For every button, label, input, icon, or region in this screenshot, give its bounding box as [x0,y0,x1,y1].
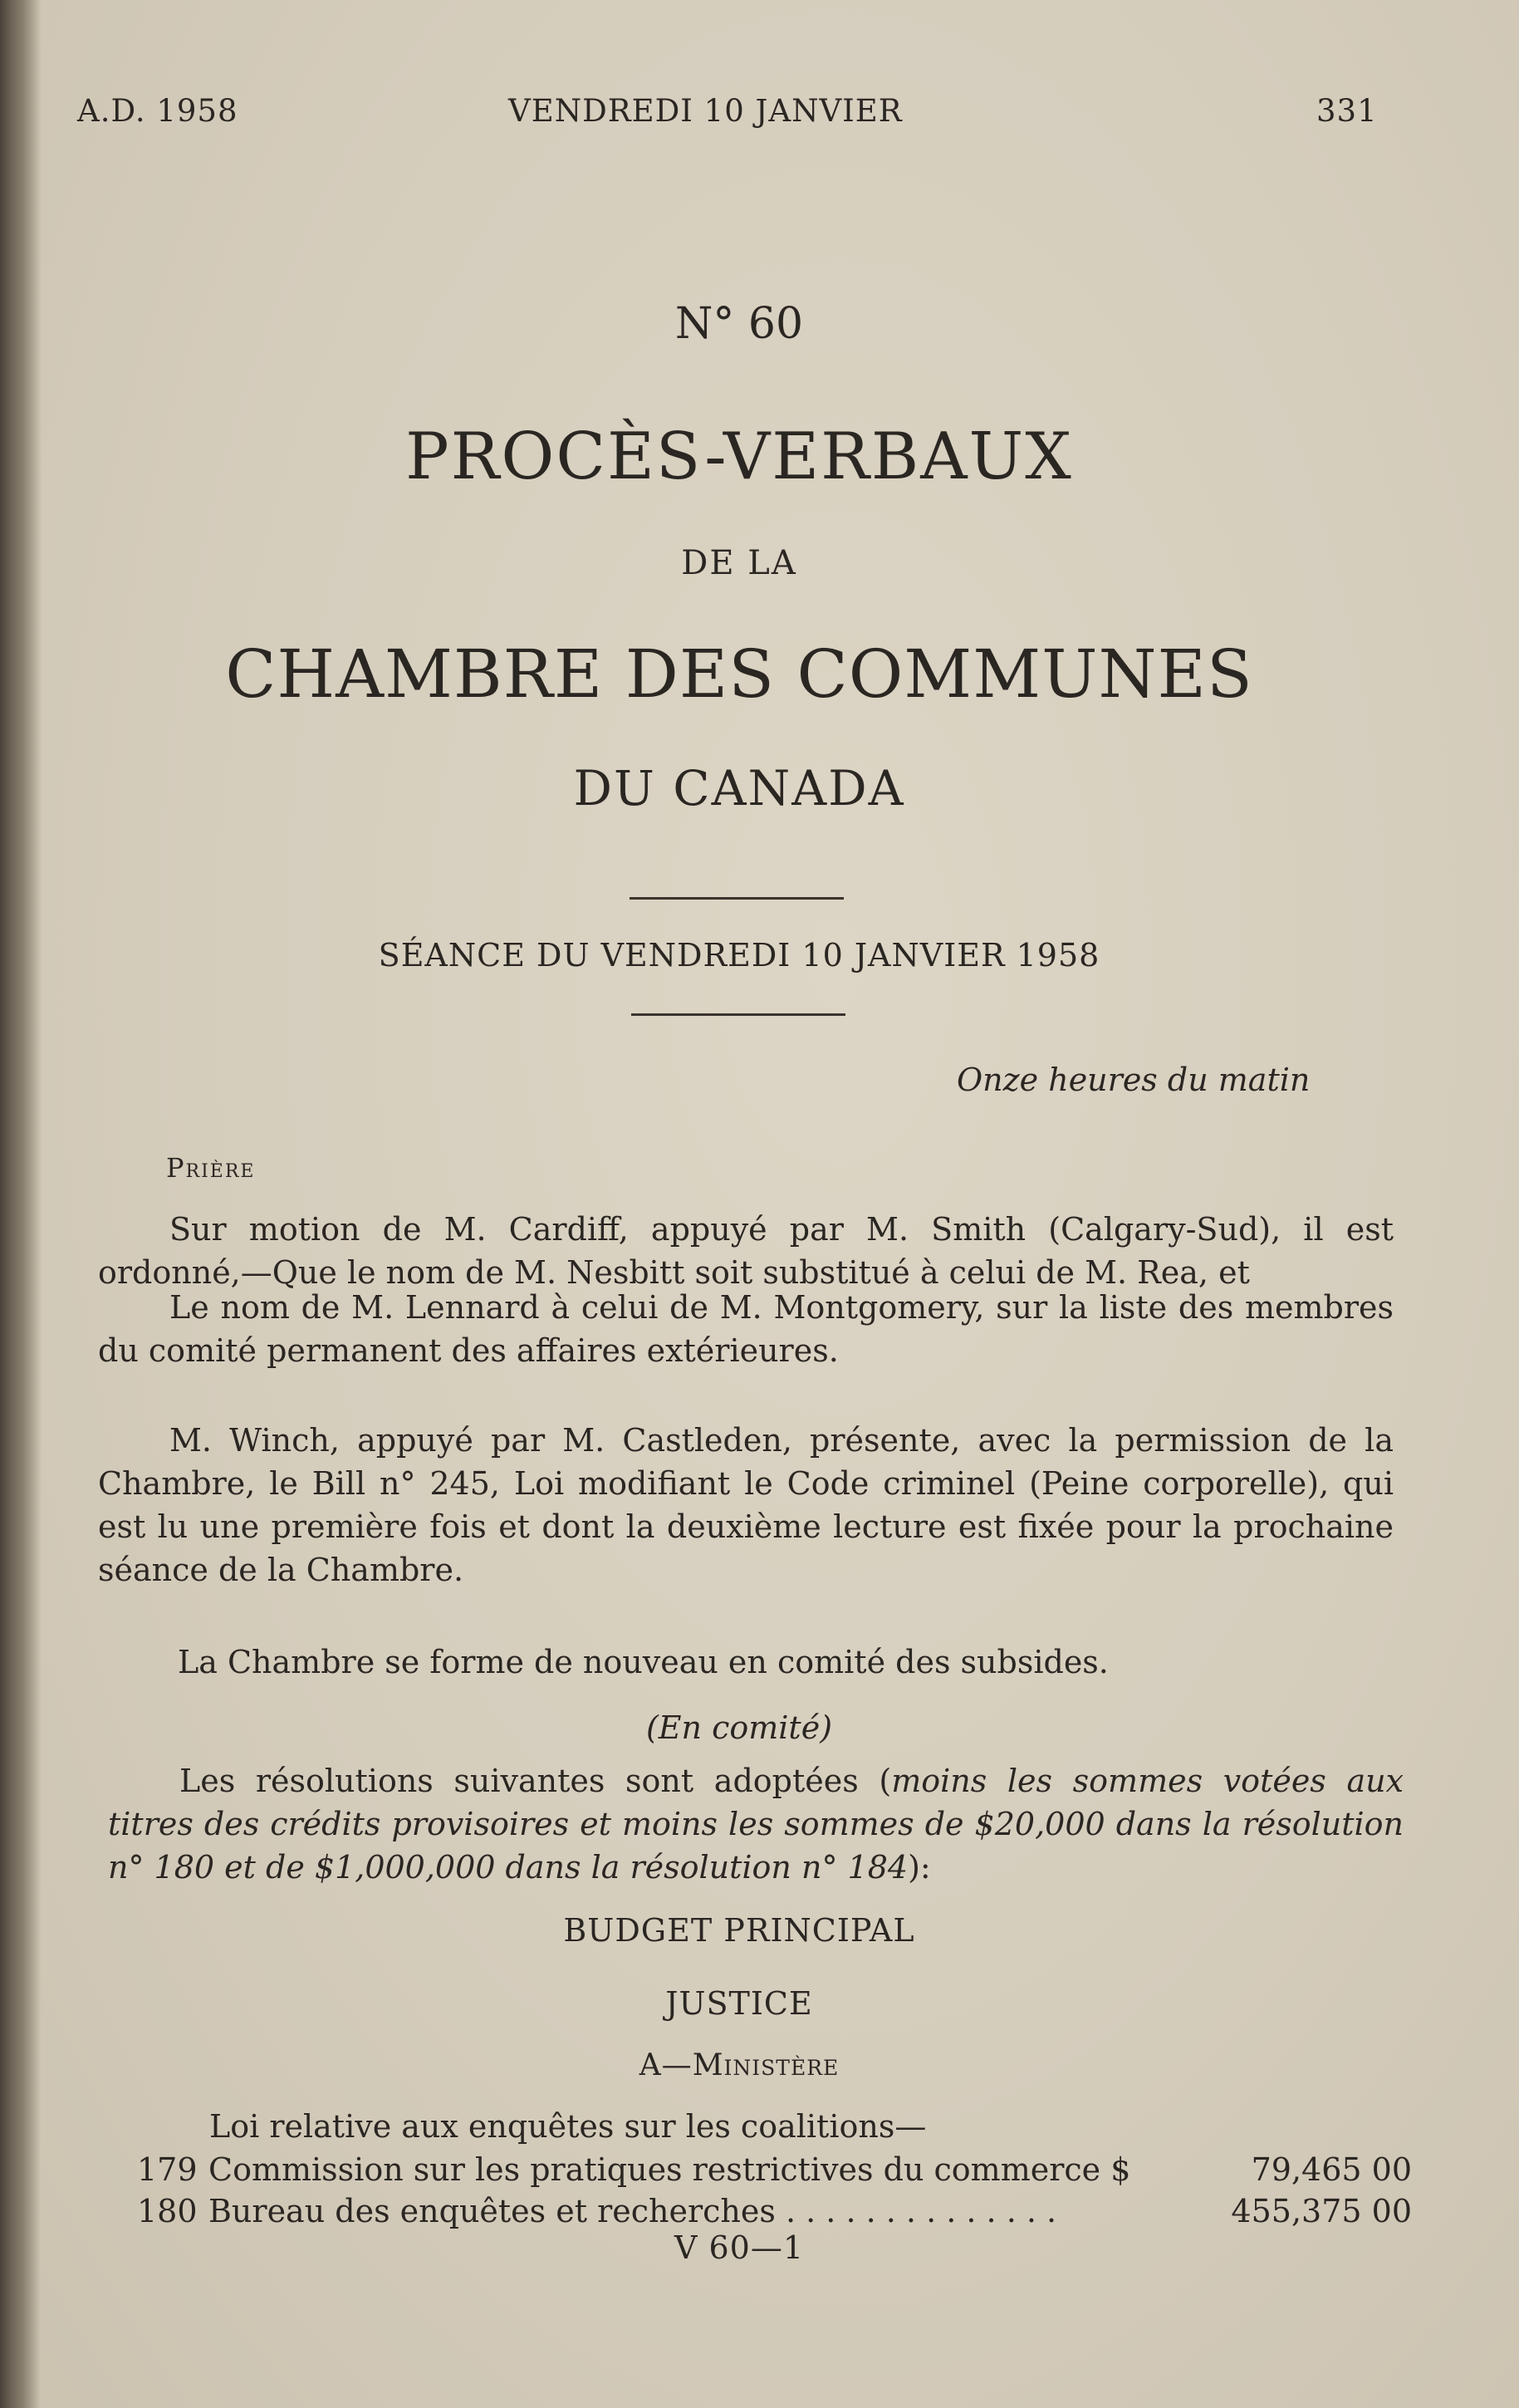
item-number: 180 [137,2193,198,2229]
resolutions-start: Les résolutions suivantes sont adoptées ( [179,1763,892,1799]
item-amount: 79,465 00 [1251,2151,1412,2188]
session-date: SÉANCE DU VENDREDI 10 JANVIER 1958 [378,937,1100,973]
paragraph-committee-text: Le nom de M. Lennard à celui de M. Montgomery, sur la liste des membres du comité permanent des affaires extérieures. [98,1289,1394,1369]
country-title: DU CANADA [573,760,905,817]
header-year: A.D. 1958 [77,93,238,129]
item-number: 179 [137,2151,198,2188]
session-time: Onze heures du matin [957,1062,1311,1098]
journal-number: N° 60 [674,299,804,349]
title-connector: DE LA [681,544,797,582]
prayer-heading: Prière [166,1152,256,1184]
paragraph-motion-text: Sur motion de M. Cardiff, appuyé par M. Smith (Calgary-Sud), il est ordonné,—Que le nom de M. Nesbitt soit substitué à celui de M. Rea, et [98,1211,1394,1291]
budget-item [137,2151,1412,2193]
section-prefix: A— [639,2048,693,2082]
divider-top [630,897,844,900]
resolutions-italic: moins les sommes votées aux titres des crédits provisoires et moins les sommes de $20,000 dans la résolution n° 180 et de $1,000,000 dans la résolution n° 184 [108,1763,1404,1886]
page-number: 331 [1316,93,1378,129]
section-name: Ministère [692,2048,840,2082]
item-amount: 455,375 00 [1231,2193,1412,2229]
section-heading [0,2048,1478,2082]
paragraph-bill [98,1419,1394,1591]
paragraph-resolutions [108,1759,1404,1889]
printer-signature: V 60—1 [674,2229,805,2266]
department-heading: JUSTICE [665,1985,813,2022]
act-title: Loi relative aux enquêtes sur les coalitions— [209,2108,927,2145]
item-description: Commission sur les pratiques restrictives du commerce $ [208,2151,1131,2188]
budget-item [137,2193,1412,2234]
in-committee: (En comité) [645,1709,833,1746]
divider-bottom [631,1013,845,1016]
header-date: VENDREDI 10 JANVIER [508,93,903,129]
resolutions-end: ): [908,1849,931,1886]
budget-heading: BUDGET PRINCIPAL [563,1912,915,1949]
paragraph-motion [98,1208,1394,1294]
chamber-title: CHAMBRE DES COMMUNES [225,635,1253,713]
page-title: PROCÈS-VERBAUX [405,419,1073,494]
paragraph-bill-text: M. Winch, appuyé par M. Castleden, présente, avec la permission de la Chambre, le Bill n° 245, Loi modifiant le Code criminel (Peine corporelle), qui est lu une première fois et dont la deuxième lecture est fixée pour la prochaine séance de la Chambre. [98,1422,1394,1588]
book-spine [0,0,42,2408]
paragraph-supply: La Chambre se forme de nouveau en comité des subsides. [178,1644,1109,1680]
item-description: Bureau des enquêtes et recherches . . . . . . . . . . . . . . [208,2193,1057,2229]
paragraph-committee [98,1286,1394,1372]
